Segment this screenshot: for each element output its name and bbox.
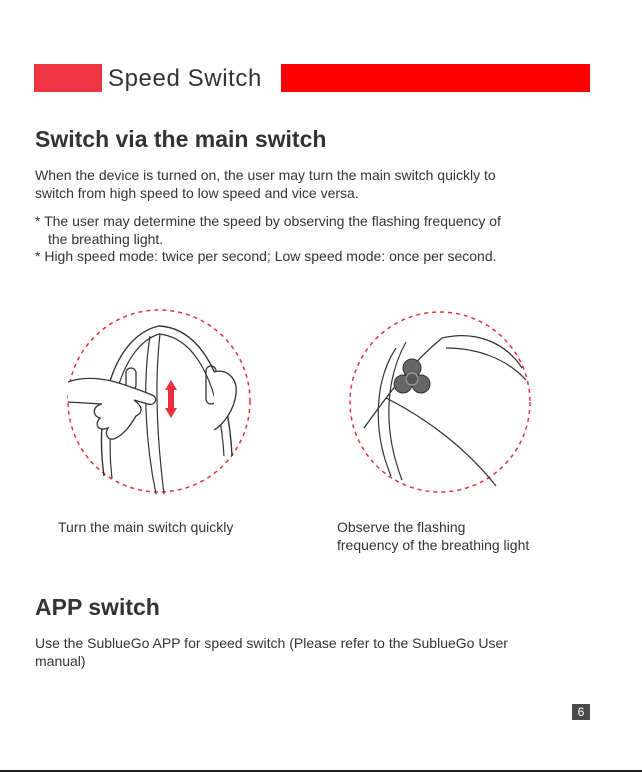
note-line1: * The user may determine the speed by observing the flashing frequency of xyxy=(35,213,501,229)
intro-paragraph-line2: switch from high speed to low speed and vice versa. xyxy=(35,185,359,201)
right-caption-line2: frequency of the breathing light xyxy=(337,537,530,553)
breathing-light-icon xyxy=(346,308,534,496)
left-caption: Turn the main switch quickly xyxy=(58,519,234,535)
section-title: Speed Switch xyxy=(108,65,262,92)
note-line2: * High speed mode: twice per second; Low speed mode: once per second. xyxy=(35,248,497,264)
header-accent-left xyxy=(34,64,102,92)
header-accent-right xyxy=(281,64,590,92)
page-number: 6 xyxy=(572,704,590,720)
right-caption-line1: Observe the flashing xyxy=(337,519,466,535)
hand-pressing-switch-icon xyxy=(64,306,254,496)
main-switch-heading: Switch via the main switch xyxy=(35,126,327,152)
intro-paragraph-line1: When the device is turned on, the user may turn the main switch quickly to xyxy=(35,167,496,183)
app-paragraph-line1: Use the SublueGo APP for speed switch (Please refer to the SublueGo User xyxy=(35,635,508,651)
app-switch-heading: APP switch xyxy=(35,594,160,620)
note-line1-cont: the breathing light. xyxy=(48,231,164,247)
app-paragraph-line2: manual) xyxy=(35,653,86,669)
section-header xyxy=(34,64,590,92)
